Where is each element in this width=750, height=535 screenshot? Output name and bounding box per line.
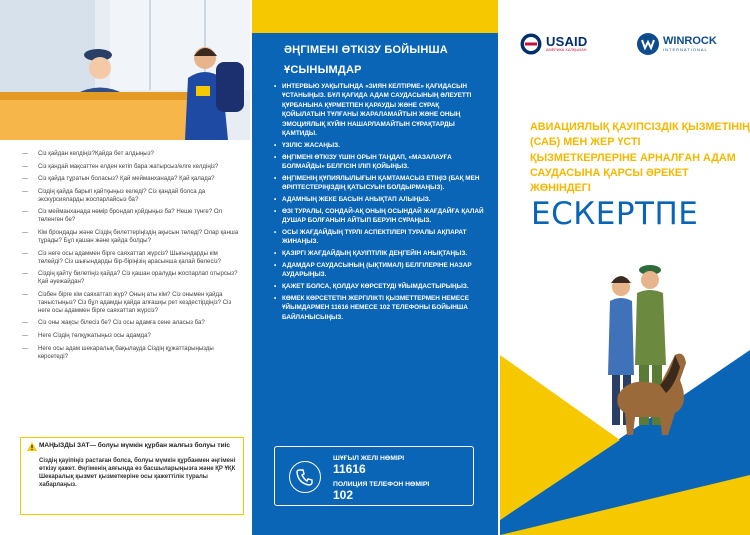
list-item: • АДАМНЫҢ ЖЕКЕ БАСЫН АНЫҚТАП АЛЫҢЫЗ.	[274, 196, 431, 204]
list-item: • КӨМЕК КӨРСЕТЕТІН ЖЕРГІЛІКТІ ҚЫЗМЕТТЕРМЕН НЕМЕСЕ ҰЙЫМДАРМЕН 11616 НЕМЕСЕ 102 ТЕЛЕФОНЫ БОЙЫНША БАЙЛАНЫСЫҢЫЗ.	[274, 295, 470, 321]
list-item: — Кім брондады және Сіздің билеттеріңіздің ақысын төледі? Олар қанша тұрады? Бұл қашан және қайда болды?	[22, 228, 239, 244]
winrock-logo: WINROCK INTERNATIONAL	[637, 33, 717, 55]
cover-panel	[500, 0, 750, 535]
list-item: — Сіз неге осы адаммен бірге саяхаттап жүрсіз? Шығындарды кім төлейді? Сіз шығындарды бір-біріңізің арасынша қалай бөлесіз?	[22, 249, 222, 265]
important-body: Сіздің қауіпіңіз растаған болса, болуы мүмкін құрбанмен әңгімені өткізу қажет. Әңгіменің аяғында өз басшыларыңызға және ҚР ҰҚК Шекаралық қызмет қызметкеріне осы қажеттілік туралы хабарлаңыз.	[39, 458, 236, 489]
important-note-box	[20, 437, 244, 515]
phone-icon	[289, 461, 321, 493]
cover-illustration	[500, 235, 750, 535]
winrock-w-icon	[637, 33, 659, 55]
list-item: — Неге Сіздің төлқұжатыңыз осы адамда?	[22, 331, 151, 339]
question-list	[22, 150, 244, 365]
list-item: • ӨЗІ ТУРАЛЫ, СОНДАЙ-АҚ ОНЫҢ ОСЫНДАЙ ЖАҒДАЙҒА ҚАЛАЙ ДУШАР БОЛҒАНЫН АЙТЫП БЕРУІН СҰРАҢЫЗ.	[274, 207, 484, 225]
usaid-seal-icon	[520, 33, 542, 55]
list-item: • ОСЫ ЖАҒДАЙДЫҢ ТҮРЛІ АСПЕКТІЛЕРІ ТУРАЛЫ АҚПАРАТ ЖИНАҢЫЗ.	[274, 229, 467, 246]
section-title: ӘҢГІМЕНІ ӨТКІЗУ БОЙЫНША ҰСЫНЫМДАР	[284, 44, 448, 76]
list-item: • ИНТЕРВЬЮ УАҚЫТЫНДА «ЗИЯН КЕЛТІРМЕ» ҚАҒИДАСЫН ҰСТАНЫҢЫЗ. БҰЛ ҚАҒИДА АДАМ САУДАСЫНЫҢ ӘЛЕУЕТТІ ҚҰРБАНЫНА ҚҰРМЕТПЕН ҚАРАУДЫ ЖӘНЕ СҰРАҚ ҚОЙЫЛАТЫН ТҰЛҒАНЫ ЖАРАЛАМАЙТЫН ЖӘНЕ ОНЫҢ ЭМОЦИЯЛЫҚ КҮЙІН НАШАРЛАМАЙТЫН СҰРАҚТАРДЫ ҚАМТИДЫ.	[274, 83, 472, 138]
list-item: — Сіздің қайту билетіңіз қайда? Сіз қашан оралуды жоспарлап отырсыз? Қай әуежайдан?	[22, 270, 238, 286]
cover-title: ЕСКЕРТПЕ	[531, 196, 699, 232]
hotline-number: 11616	[333, 462, 366, 476]
usaid-logo: USAID АМЕРИКА ХАЛҚЫНАН	[520, 33, 587, 55]
cover-subtitle: АВИАЦИЯЛЫҚ ҚАУІПСІЗДІК ҚЫЗМЕТІНІҢ (САБ) МЕН ЖЕР ҮСТІ ҚЫЗМЕТКЕРЛЕРІНЕ АРНАЛҒАН АДАМ САУДАСЫНА ҚАРСЫ ӘРЕКЕТ ЖӨНІНДЕГІ	[530, 121, 750, 195]
list-item: — Сіз қайдан келдіңіз?Қайда бет алдыңыз?	[22, 150, 154, 157]
warning-icon	[27, 442, 39, 454]
hotline-label: ШҰҒЫЛ ЖЕЛІ НӨМІРІ	[333, 455, 405, 462]
list-item: • ҚАЗІРГІ ЖАҒДАЙДЫҢ ҚАУІПТІЛІК ДЕҢГЕЙІН АНЫҚТАҢЫЗ.	[274, 250, 468, 258]
recommendation-list	[274, 82, 484, 325]
list-item: — Неге осы адам шекаралық бақылауда Сіздің құжаттарыңызды көрсетеді?	[22, 344, 214, 360]
border-officer-illustration	[0, 0, 250, 140]
list-item: — Сіз қандай мақсаттен елден кетіп бара жатырсыз/елге келдіңіз?	[22, 162, 219, 170]
list-item: • ҮЗІЛІС ЖАСАҢЫЗ.	[274, 141, 340, 149]
yellow-header-band	[252, 0, 498, 33]
list-item: — Сіз мейманханада нөмір брондап қойдыңыз ба? Неше түнге? Ол төленген бе?	[22, 208, 223, 224]
list-item: • ӘҢГІМЕНІ ӨТКІЗУ ҮШІН ОРЫН ТАҢДАП, «МАЗАЛАУҒА БОЛМАЙДЫ» БЕЛГІСІН ІЛІП ҚОЙЫҢЫЗ.	[274, 153, 452, 171]
left-panel	[0, 0, 250, 535]
list-item: • ӘҢГІМЕНІҢ ҚҰПИЯЛЫЛЫҒЫН ҚАМТАМАСЫЗ ЕТІҢІЗ (БАҚ МЕН ӘРІПТЕСТЕРІҢІЗДІҢ ҚАТЫСУЫН БОЛДЫРМАҢЫЗ).	[274, 174, 480, 192]
middle-panel	[252, 0, 498, 535]
police-number: 102	[333, 488, 354, 502]
list-item: — Сіз қайда тұратын боласыз? Қай мейманханада? Қай қалада?	[22, 175, 215, 183]
list-item: • ҚАЖЕТ БОЛСА, ҚОЛДАУ КӨРСЕТУДІ ҰЙЫМДАСТЫРЫҢЫЗ.	[274, 283, 469, 291]
police-label: ПОЛИЦИЯ ТЕЛЕФОН НӨМІРІ	[333, 481, 430, 488]
list-item: • АДАМДАР САУДАСЫНЫҢ (ЫҚТИМАЛ) БЕЛГІЛЕРІНЕ НАЗАР АУДАРЫҢЫЗ.	[274, 262, 472, 279]
important-title: МАҢЫЗДЫ ЗАТ— болуы мүмкін құрбан жалғыз болуы тиіс	[39, 442, 230, 449]
list-item: — Сіздің қайда барып қайтқыңыз келеді? Сіз қандай болса да экскурсияларды жоспарлайсыз ба?	[22, 187, 206, 203]
hotline-box	[274, 446, 474, 506]
list-item: — Сіз оны жақсы білесіз бе? Сіз осы адамға сене аласыз ба?	[22, 319, 205, 327]
list-item: — Сізбен бірге кім саяхаттап жүр? Оның аты кім? Сіз онымен қайда таныстыңыз? Сіз бұл адамды қайда алғашқы рет кездестірдіңіз? Сіз неге осы адаммен бірге саяхаттап жүрсіз?	[22, 290, 232, 314]
